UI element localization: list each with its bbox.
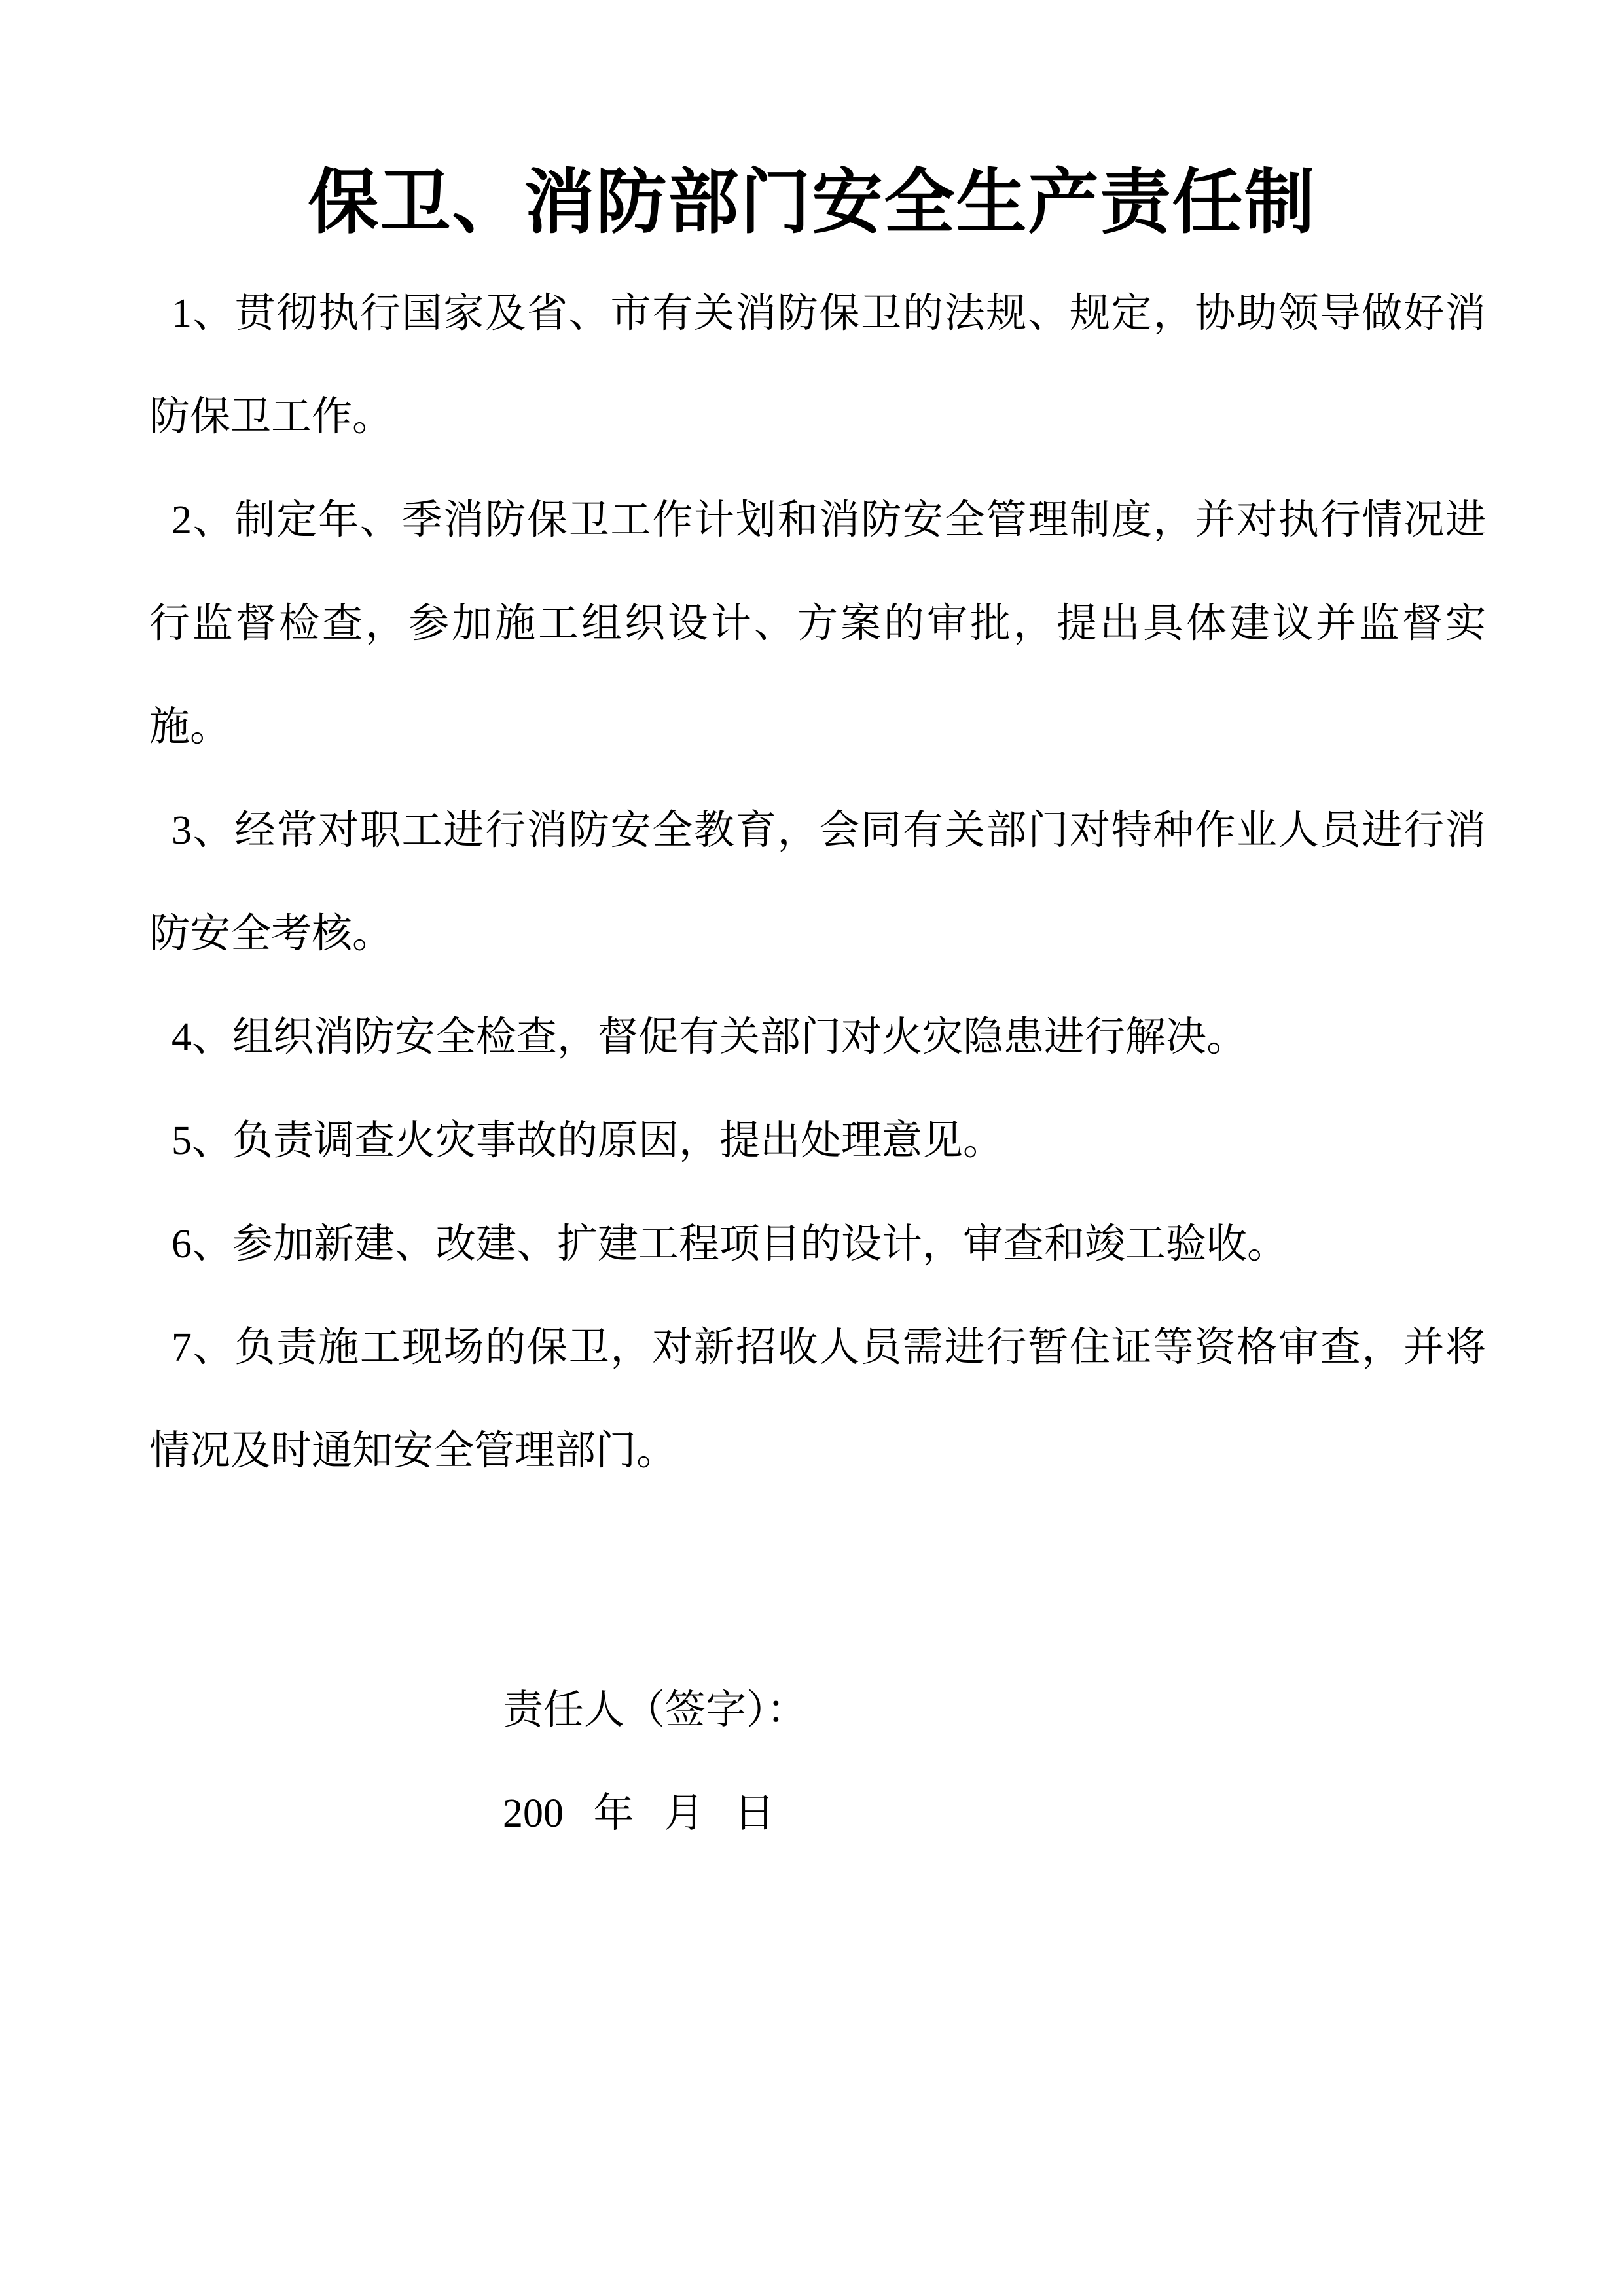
document-body bbox=[0, 262, 1624, 1503]
clause-6: 6、参加新建、改建、扩建工程项目的设计，审查和竣工验收。 bbox=[171, 1222, 1288, 1266]
clause-4: 4、组织消防安全检查，督促有关部门对火灾隐患进行解决。 bbox=[171, 1015, 1248, 1060]
clause-7: 7、负责施工现场的保卫，对新招收人员需进行暂住证等资格审查，并将情况及时通知安全管理部门。 bbox=[149, 1325, 1486, 1473]
clause-3: 3、经常对职工进行消防安全教育，会同有关部门对特种作业人员进行消防安全考核。 bbox=[149, 808, 1486, 956]
date-line: 200 年 月 日 bbox=[503, 1791, 775, 1836]
clause-5: 5、负责调查火灾事故的原因，提出处理意见。 bbox=[171, 1119, 1004, 1163]
document-title: 保卫、消防部门安全生产责任制 bbox=[308, 162, 1316, 242]
clause-1: 1、贯彻执行国家及省、市有关消防保卫的法规、规定，协助领导做好消防保卫工作。 bbox=[149, 291, 1486, 439]
clause-2: 2、制定年、季消防保卫工作计划和消防安全管理制度，并对执行情况进行监督检查，参加施工组织设计、方案的审批，提出具体建议并监督实施。 bbox=[149, 498, 1486, 749]
signature-label: 责任人（签字）： bbox=[503, 1688, 808, 1732]
